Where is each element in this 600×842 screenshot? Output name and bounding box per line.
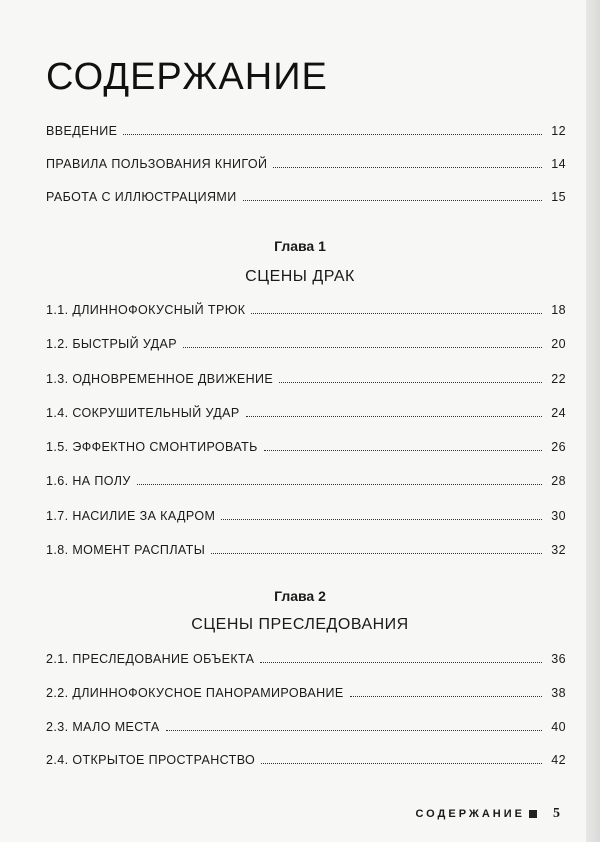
toc-entry-label: РАБОТА С ИЛЛЮСТРАЦИЯМИ — [46, 190, 237, 204]
dot-leader — [261, 762, 542, 764]
toc-entry-page: 12 — [551, 124, 566, 138]
toc-entry-page: 28 — [551, 474, 566, 488]
toc-entry-label: 2.1. ПРЕСЛЕДОВАНИЕ ОБЪЕКТА — [46, 652, 255, 666]
dot-leader — [221, 518, 542, 520]
toc-entry-introduction[interactable] — [46, 120, 566, 138]
dot-leader — [350, 695, 542, 697]
footer-section-name: СОДЕРЖАНИЕ — [415, 808, 525, 820]
toc-entry-page: 38 — [551, 686, 566, 700]
toc-entry-page: 40 — [551, 720, 566, 734]
toc-entry[interactable] — [46, 368, 566, 386]
dot-leader — [246, 415, 542, 417]
dot-leader — [279, 381, 542, 383]
toc-entry-label: 1.1. ДЛИННОФОКУСНЫЙ ТРЮК — [46, 303, 246, 317]
dot-leader — [273, 166, 542, 168]
chapter-2-number: Глава 2 — [274, 588, 326, 604]
toc-entry[interactable] — [46, 539, 566, 557]
dot-leader — [211, 552, 542, 554]
toc-entry-label: 1.4. СОКРУШИТЕЛЬНЫЙ УДАР — [46, 406, 240, 420]
toc-entry[interactable] — [46, 470, 566, 488]
toc-entry[interactable] — [46, 436, 566, 454]
toc-entry-page: 30 — [551, 509, 566, 523]
page-edge-shadow — [586, 0, 600, 842]
toc-entry[interactable] — [46, 505, 566, 523]
toc-entry[interactable] — [46, 682, 566, 700]
dot-leader — [260, 661, 542, 663]
toc-entry-label: 1.6. НА ПОЛУ — [46, 474, 131, 488]
square-bullet-icon — [529, 810, 537, 818]
toc-entry-page: 26 — [551, 440, 566, 454]
toc-entry-label: 1.3. ОДНОВРЕМЕННОЕ ДВИЖЕНИЕ — [46, 372, 274, 386]
toc-entry-page: 14 — [551, 157, 566, 171]
dot-leader — [183, 346, 542, 348]
toc-entry-illustrations[interactable] — [46, 186, 566, 204]
dot-leader — [251, 312, 542, 314]
toc-entry[interactable] — [46, 648, 566, 666]
toc-entry-label: ВВЕДЕНИЕ — [46, 124, 118, 138]
toc-entry-page: 20 — [551, 337, 566, 351]
toc-entry-page: 36 — [551, 652, 566, 666]
toc-entry[interactable] — [46, 333, 566, 351]
toc-entry-label: 2.4. ОТКРЫТОЕ ПРОСТРАНСТВО — [46, 753, 256, 767]
toc-entry-page: 42 — [551, 753, 566, 767]
toc-entry-label: ПРАВИЛА ПОЛЬЗОВАНИЯ КНИГОЙ — [46, 157, 268, 171]
chapter-2-title: СЦЕНЫ ПРЕСЛЕДОВАНИЯ — [191, 616, 409, 633]
page-title: СОДЕРЖАНИЕ — [46, 56, 328, 98]
dot-leader — [123, 133, 542, 135]
dot-leader — [243, 199, 542, 201]
toc-entry-page: 18 — [551, 303, 566, 317]
toc-entry-page: 15 — [551, 190, 566, 204]
chapter-1-number: Глава 1 — [274, 238, 326, 254]
page-number: 5 — [553, 806, 560, 821]
toc-entry-rules[interactable] — [46, 153, 566, 171]
toc-entry-label: 1.2. БЫСТРЫЙ УДАР — [46, 337, 178, 351]
dot-leader — [264, 449, 542, 451]
running-footer — [415, 806, 560, 822]
toc-entry-page: 22 — [551, 372, 566, 386]
toc-entry-page: 24 — [551, 406, 566, 420]
chapter-1-title: СЦЕНЫ ДРАК — [245, 268, 355, 285]
toc-entry-label: 1.8. МОМЕНТ РАСПЛАТЫ — [46, 543, 206, 557]
toc-entry[interactable] — [46, 402, 566, 420]
toc-entry-label: 2.3. МАЛО МЕСТА — [46, 720, 160, 734]
toc-entry[interactable] — [46, 749, 566, 767]
dot-leader — [137, 483, 542, 485]
toc-entry-label: 1.7. НАСИЛИЕ ЗА КАДРОМ — [46, 509, 216, 523]
toc-entry-page: 32 — [551, 543, 566, 557]
toc-entry[interactable] — [46, 299, 566, 317]
toc-entry-label: 2.2. ДЛИННОФОКУСНОЕ ПАНОРАМИРОВАНИЕ — [46, 686, 344, 700]
dot-leader — [166, 729, 542, 731]
toc-entry[interactable] — [46, 716, 566, 734]
toc-entry-label: 1.5. ЭФФЕКТНО СМОНТИРОВАТЬ — [46, 440, 258, 454]
